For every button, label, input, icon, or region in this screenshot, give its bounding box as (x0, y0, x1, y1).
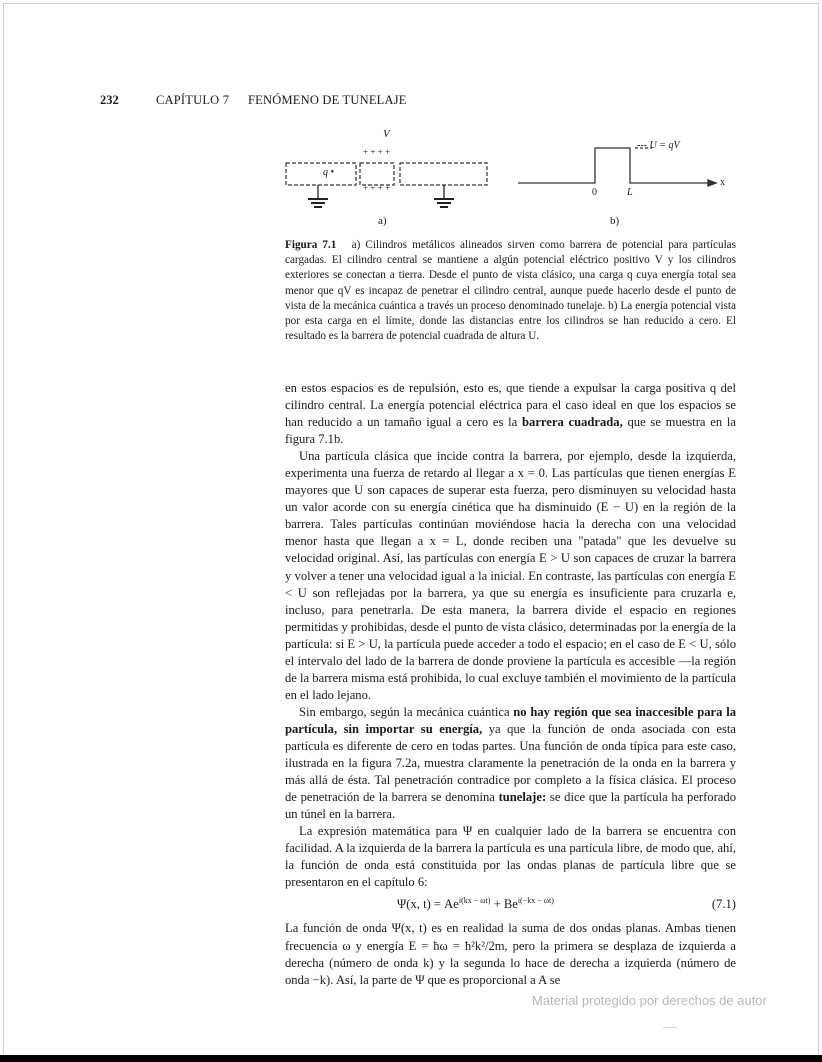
page-border-right (818, 3, 819, 1055)
plus-signs-bottom: + + + + (363, 183, 391, 193)
emphasis-no-inaccessible-region: no hay región que sea inaccesible para la partícula, sin importar su energía, (285, 704, 736, 736)
chapter-title: FENÓMENO DE TUNELAJE (248, 93, 407, 107)
equation-lhs: Ψ(x, t) = Ae (397, 897, 459, 912)
paragraph-4: La expresión matemática para Ψ en cualquier lado de la barrera se encuentra con facilidad. A la izquierda de la barrera la partícula es una partícula libre, de modo que, ahí, la función de onda está constituida por las ondas planas de partícula libre que se presentaron en el capítulo 6: (285, 824, 736, 890)
equation-mid: + Be (490, 897, 518, 912)
caption-text: a) Cilindros metálicos alineados sirven como barrera de potencial para partículas cargadas. El cilindro central se mantiene a algún potencial eléctrico positivo V y los cilindros exteriores se conectan a tierra. Desde el punto de vista clásico, una carga q cuya energía total sea menor que qV es incapaz de penetrar el cilindro central, aunque puede hacerlo desde el punto de vista de la mecánica cuántica a través un proceso denominado tunelaje. b) La energía potencial vista por esta carga en el límite, donde las distancias entre los cilindros se han reducido a cero. El resultado es la barrera de potencial cuadrada de altura U. (285, 239, 737, 343)
page-number: 232 (100, 93, 119, 107)
page-border-left (3, 3, 4, 1055)
term-tunelaje: tunelaje: (498, 790, 547, 805)
paragraph-3-text-a: Sin embargo, según la mecánica cuántica (299, 704, 514, 719)
caption-figure-id: Figura 7.1 (285, 239, 337, 251)
charge-label: q • (323, 167, 335, 178)
bottom-black-bar (0, 1055, 822, 1062)
ground-left-icon (308, 185, 328, 207)
paragraph-5: La función de onda Ψ(x, t) es en realidad la suma de dos ondas planas. Ambas tienen frecuencia ω y energía E = ħω = ħ²k²/2m, pero la primera se desplaza de izquierda a derecha (número de onda k) y la segunda lo hace de derecha a izquierda (número de onda −k). Así, la parte de Ψ que es proporcional a A se (285, 921, 736, 987)
panel-a-label: a) (378, 215, 387, 227)
figure-7-1 (280, 125, 740, 235)
equation-exponent-1: i(kx − ωt) (458, 896, 491, 906)
equation-exponent-2: i(−kx − ωt) (517, 896, 554, 906)
paragraph-1-text-a: en estos espacios es de repulsión, esto es, que tiende a expulsar la carga positiva q del cilindro central. La energía potencial eléctrica para el caso ideal en que los espacios se han reducido a un tamaño igual a cero es la (285, 381, 736, 430)
width-label: L (627, 187, 633, 198)
copyright-watermark: Material protegido por derechos de autor (532, 993, 767, 1008)
term-barrera-cuadrada: barrera cuadrada, (522, 415, 623, 430)
page-border-top (3, 3, 819, 4)
figure-caption (285, 238, 736, 344)
body-text (285, 380, 736, 989)
equation-body (397, 896, 554, 913)
axis-x-label: x (720, 177, 725, 188)
panel-b-barrier (518, 148, 716, 186)
panel-a-cylinders (286, 163, 487, 185)
equation-number: (7.1) (711, 897, 736, 912)
ground-right-icon (434, 185, 454, 207)
paragraph-1 (285, 380, 736, 448)
plus-signs-top: + + + + (363, 147, 391, 157)
equation-7-1 (285, 896, 736, 913)
chapter-label: CAPÍTULO 7 (156, 93, 230, 107)
paragraph-1-text-b: que se muestra en la figura 7.1b. (285, 415, 736, 447)
paragraph-3 (285, 704, 736, 823)
paragraph-2: Una partícula clásica que incide contra la barrera, por ejemplo, desde la izquierda, experimenta una fuerza de retardo al llegar a x = 0. Las partículas que tienen energías E mayores que U son capaces de superar esta fuerza, pero disminuyen su velocidad hasta un valor acorde con su energía cinética que ha disminuido (E − U) en la región de la barrera. Tales partículas continúan moviéndose hacia la derecha con una velocidad menor hasta que llegan a x = L, donde reciben una "patada" que les devuelve su velocidad original. Así, las partículas con energía E > U son capaces de cruzar la barrera y volver a tener una velocidad igual a la inicial. En contraste, las partículas con energía E < U son reflejadas por la barrera, ya que su energía es insuficiente para cruzarla e, incluso, para penetrarla. De esta manera, la barrera divide el espacio en regiones permitidas y prohibidas, desde el punto de vista clásico, determinadas por la energía de la partícula: si E > U, la partícula puede acceder a todo el espacio; en el caso de E < U, sólo el intervalo del lado de la barrera de donde proviene la partícula es accesible —la región de la barrera misma está prohibida, lo cual excluye también el movimiento de la partícula en el lado lejano. (285, 449, 736, 702)
origin-label: 0 (592, 187, 597, 198)
paragraph-3-text-c: se dice que la partícula ha perforado un túnel en la barrera. (285, 790, 736, 822)
paragraph-3-text-b: ya que la función de onda asociada con esta partícula es diferente de cero en todas partes. Una función de onda típica para este caso, ilustrada en la figura 7.2a, muestra claramente la penetración de la onda en la barrera y más allá de ésta. Tal penetración contradice por completo a la física clásica. El proceso de penetración de la barrera se denomina (285, 721, 736, 805)
panel-b-label: b) (610, 215, 620, 227)
voltage-label: V (383, 128, 390, 140)
page-indicator-dash (663, 1027, 677, 1028)
potential-label: --- U = qV (637, 140, 680, 151)
